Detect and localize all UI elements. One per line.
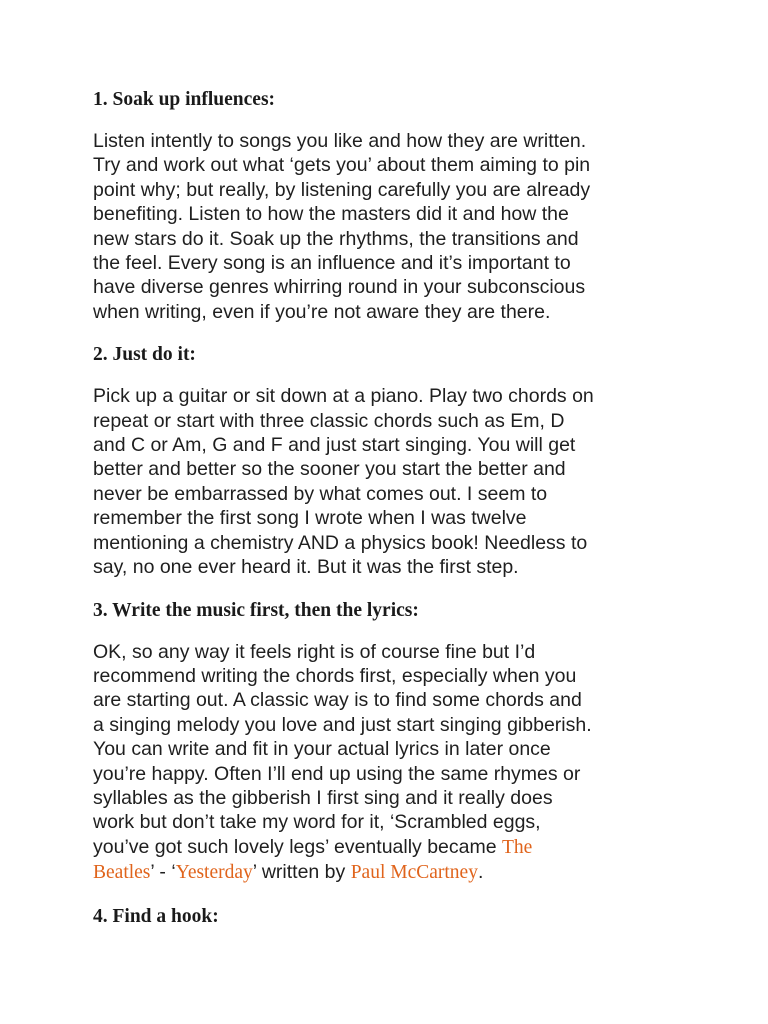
link-beatles[interactable]: Beatles	[93, 862, 151, 884]
paragraph-line: the feel. Every song is an influence and it’s important to	[93, 252, 571, 275]
paragraph-line: a singing melody you love and just start singing gibberish.	[93, 713, 592, 736]
paragraph-line: have diverse genres whirring round in your subconscious	[93, 276, 586, 299]
link-paul-mccartney[interactable]: Paul McCartney	[350, 862, 478, 884]
section-paragraph-just-do-it	[93, 384, 693, 579]
section-heading-find-a-hook: 4. Find a hook:	[93, 905, 219, 927]
paragraph-line: Pick up a guitar or sit down at a piano. Play two chords on	[93, 385, 594, 408]
paragraph-line: you’re happy. Often I’ll end up using the same rhymes or	[93, 762, 581, 785]
paragraph-line: syllables as the gibberish I first sing and it really does	[93, 786, 553, 809]
paragraph-line: work but don’t take my word for it, ‘Scrambled eggs,	[93, 811, 541, 834]
link-yesterday[interactable]: Yesterday	[175, 862, 253, 884]
paragraph-line: benefiting. Listen to how the masters did it and how the	[93, 203, 569, 226]
paragraph-line: better and better so the sooner you start the better and	[93, 458, 566, 481]
line-text: ’ written by	[252, 861, 351, 884]
line-text: ’ - ‘	[150, 861, 176, 884]
paragraph-line: Try and work out what ‘gets you’ about them aiming to pin	[93, 154, 591, 177]
section-heading-soak-up-influences: 1. Soak up influences:	[93, 89, 276, 110]
paragraph-line: new stars do it. Soak up the rhythms, the transitions and	[93, 227, 579, 250]
document-page	[93, 88, 693, 929]
paragraph-line	[93, 860, 693, 885]
section-heading-just-do-it: 2. Just do it:	[93, 344, 196, 366]
paragraph-line: mentioning a chemistry AND a physics book! Needless to	[93, 531, 588, 554]
line-text: you’ve got such lovely legs’ eventually became	[93, 835, 503, 858]
paragraph-line: point why; but really, by listening carefully you are already	[93, 178, 591, 201]
paragraph-line: when writing, even if you’re not aware they are there.	[93, 300, 551, 323]
paragraph-line: You can write and fit in your actual lyrics in later once	[93, 738, 551, 761]
paragraph-line: never be embarrassed by what comes out. I seem to	[93, 482, 548, 505]
paragraph-line: remember the first song I wrote when I was twelve	[93, 507, 527, 530]
paragraph-line: OK, so any way it feels right is of course fine but I’d	[93, 640, 536, 663]
section-paragraph-soak-up-influences	[93, 129, 693, 324]
paragraph-line: are starting out. A classic way is to find some chords and	[93, 689, 582, 712]
paragraph-line	[93, 835, 693, 860]
paragraph-line: and C or Am, G and F and just start singing. You will get	[93, 434, 576, 457]
paragraph-line: repeat or start with three classic chords such as Em, D	[93, 409, 565, 432]
paragraph-line: recommend writing the chords first, especially when you	[93, 664, 577, 687]
line-text: .	[477, 861, 484, 884]
section-heading-write-music-first: 3. Write the music first, then the lyrics:	[93, 599, 419, 621]
section-paragraph-write-music-first	[93, 640, 693, 886]
link-the-beatles[interactable]: The	[502, 836, 533, 858]
paragraph-line: say, no one ever heard it. But it was the first step.	[93, 556, 519, 579]
paragraph-line: Listen intently to songs you like and how they are written.	[93, 130, 587, 152]
